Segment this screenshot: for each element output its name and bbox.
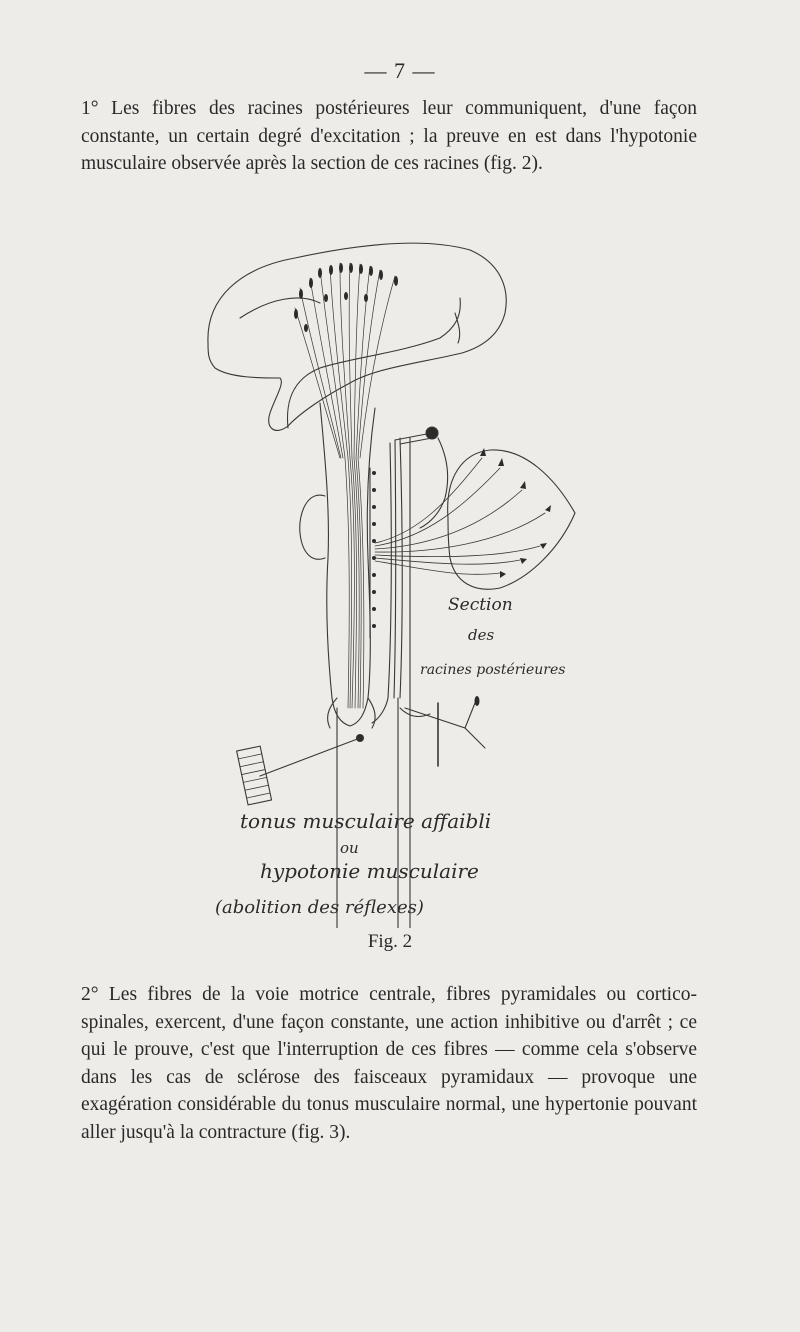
label-line-2: ou xyxy=(340,839,359,857)
cerebellum xyxy=(300,495,325,559)
annotation-line-3: racines postérieures xyxy=(420,662,566,678)
annotation-line-1: Section xyxy=(448,595,513,615)
section-annotation xyxy=(420,595,565,678)
label-line-3: hypotonie musculaire xyxy=(260,859,479,883)
figure-labels xyxy=(215,809,491,918)
annotation-line-2: des xyxy=(468,626,495,644)
label-line-4: (abolition des réflexes) xyxy=(215,897,424,918)
muscle-outline xyxy=(448,450,575,589)
figure-caption: Fig. 2 xyxy=(367,931,413,952)
paragraph-1: 1° Les fibres des racines postérieures leur communiquent, d'une façon constante, un certain degré d'excitation ; la preuve en est dans l'hypotonie musculaire observée après la section de ces racines (fig. 2). xyxy=(81,98,697,174)
figure-2-drawing xyxy=(200,228,590,928)
page-number: — 7 — xyxy=(364,58,436,83)
cortex-inner-fold xyxy=(287,298,460,428)
paragraph-2: 2° Les fibres de la voie motrice centrale, fibres pyramidales ou cortico-spinales, exercent, d'une façon constante, une action inhibitive ou d'arrêt ; ce qui le prouve, c'est que l'interruption de ces fibres — comme cela s'observe dans les cas de sclérose des faisceaux pyramidaux — provoque une exagération considérable du tonus musculaire normal, une hypertonie pouvant aller jusqu'à la contracture (fig. 3). xyxy=(81,984,697,1143)
label-line-1: tonus musculaire affaibli xyxy=(240,809,492,833)
cortex-outline xyxy=(208,243,506,430)
